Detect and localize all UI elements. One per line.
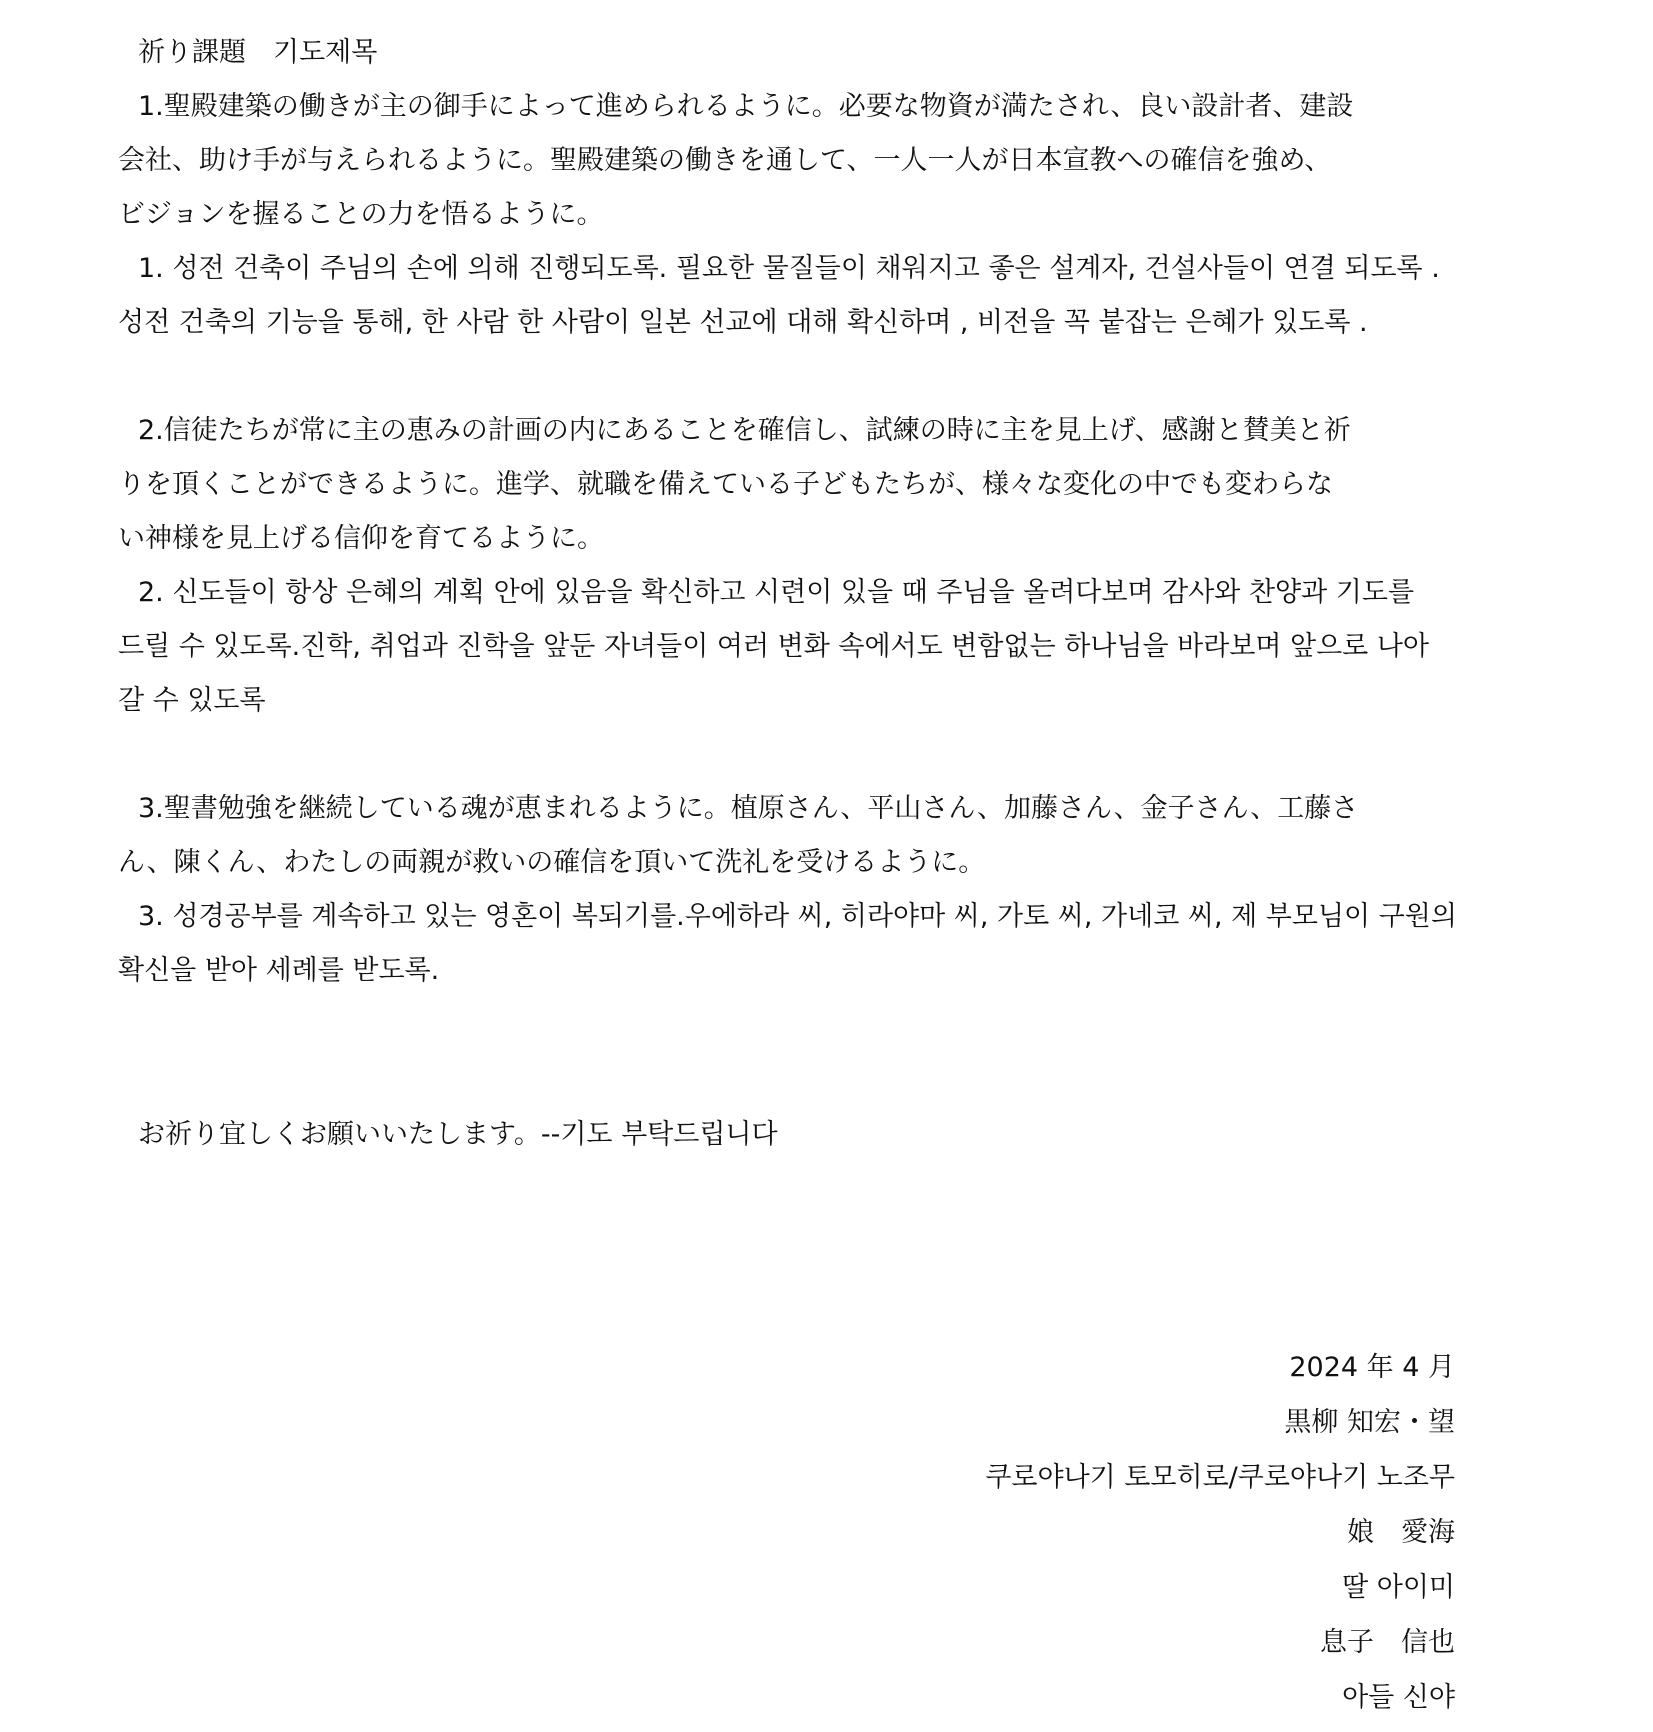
item-1-jp-line-1: 1.聖殿建築の働きが主の御手によって進められるように。必要な物資が満たされ、良い設計者、建設 [138,91,1354,122]
item-3-kr-line-2: 확신을 받아 세례를 받도록. [118,955,440,986]
item-2-kr-line-3: 갈 수 있도록 [118,685,266,716]
item-1-kr-line-1: 1. 성전 건축이 주님의 손에 의해 진행되도록. 필요한 물질들이 채워지고 좋은 설계자, 건설사들이 연결 되도록 . [138,253,1440,284]
item-1-jp-line-2: 会社、助け手が与えられるように。聖殿建築の働きを通して、一人一人が日本宣教への確信を強め、 [118,145,1332,176]
item-2-jp-line-2: りを頂くことができるように。進学、就職を備えている子どもたちが、様々な変化の中でも変わらな [118,469,1333,500]
paragraph-spacer [118,350,1458,404]
item-2-kr-line-1: 2. 신도들이 항상 은혜의 계획 안에 있음을 확신하고 시련이 있을 때 주님을 올려다보며 감사와 찬양과 기도를 [138,577,1415,608]
item-1-jp-line-3: ビジョンを握ることの力を悟るように。 [118,199,604,230]
item-3-jp-line-2: ん、陳くん、わたしの両親が救いの確信を頂いて洗礼を受けるように。 [118,847,986,878]
signature-son-jp: 息子 信也 [1320,1627,1455,1658]
item-3-jp-line-1: 3.聖書勉強を継続している魂が恵まれるように。植原さん、平山さん、加藤さん、金子さん、工藤さ [138,793,1359,824]
paragraph-spacer [118,728,1458,782]
signature-daughter-kr: 딸 아이미 [1342,1572,1455,1603]
closing-request: お祈り宜しくお願いいたします。--기도 부탁드립니다 [138,1119,778,1150]
closing-spacer [118,998,1458,1108]
item-2-jp-line-1: 2.信徒たちが常に主の恵みの計画の内にあることを確信し、試練の時に主を見上げ、感謝と賛美と祈 [138,415,1351,446]
item-2-jp-line-3: い神様を見上げる信仰を育てるように。 [118,523,604,554]
signature-block [985,1340,1455,1725]
prayer-item-3 [118,782,1458,998]
prayer-item-1 [118,80,1458,350]
prayer-request-document [118,26,1458,1162]
signature-daughter-jp: 娘 愛海 [1347,1517,1455,1548]
item-1-kr-line-2: 성전 건축의 기능을 통해, 한 사람 한 사람이 일본 선교에 대해 확신하며 , 비전을 꼭 붙잡는 은혜가 있도록 . [118,307,1368,338]
signature-date: 2024 年 4 月 [1289,1352,1455,1383]
signature-son-kr: 아들 신야 [1342,1682,1455,1713]
signature-names-jp: 黒柳 知宏・望 [1284,1407,1455,1438]
document-heading: 祈り課題 기도제목 [138,37,378,68]
item-2-kr-line-2: 드릴 수 있도록.진학, 취업과 진학을 앞둔 자녀들이 여러 변화 속에서도 변함없는 하나님을 바라보며 앞으로 나아 [118,631,1430,662]
signature-names-kr: 쿠로야나기 토모히로/쿠로야나기 노조무 [985,1462,1455,1493]
item-3-kr-line-1: 3. 성경공부를 계속하고 있는 영혼이 복되기를.우에하라 씨, 히라야마 씨, 가토 씨, 가네코 씨, 제 부모님이 구원의 [138,901,1457,932]
prayer-item-2 [118,404,1458,728]
